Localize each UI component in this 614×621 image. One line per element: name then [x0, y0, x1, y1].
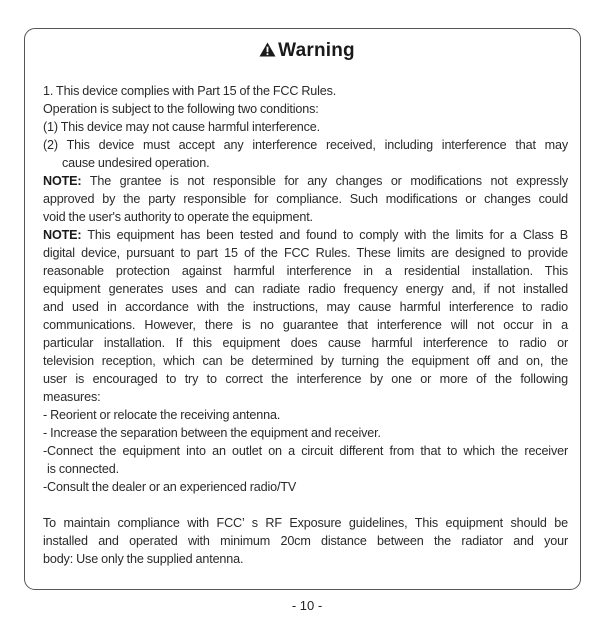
condition-2: (2) This device must accept any interference received, including interference that may	[43, 138, 568, 152]
note-1-line: void the user's authority to operate the equipment.	[43, 210, 313, 224]
condition-2-continued: cause undesired operation.	[62, 156, 210, 170]
rf-exposure-line: installed and operated with minimum 20cm distance between the radiator and your	[43, 534, 568, 548]
note-2-line: particular installation. If this equipment does cause harmful interference to radio or	[43, 336, 568, 350]
warning-triangle-icon	[259, 40, 276, 64]
note-2-line: and used in accordance with the instructions, may cause harmful interference to radio	[43, 300, 568, 314]
note-1-line	[43, 172, 568, 190]
note-label: NOTE:	[43, 174, 82, 188]
measure-item: -Connect the equipment into an outlet on a circuit different from that to which the receiver	[43, 444, 568, 458]
note-2-line: equipment generates uses and can radiate radio frequency energy and, if not installed	[43, 282, 568, 296]
note-2-line: user is encouraged to try to correct the interference by one or more of the following	[43, 372, 568, 386]
condition-1: (1) This device may not cause harmful interference.	[43, 120, 321, 134]
note-2-line: digital device, pursuant to part 15 of the FCC Rules. These limits are designed to provide	[43, 246, 568, 260]
note-2-text: This equipment has been tested and found to comply with the limits for a Class B	[81, 228, 568, 242]
note-label: NOTE:	[43, 228, 82, 242]
warning-heading	[0, 39, 614, 64]
rf-exposure-line: To maintain compliance with FCC’ s RF Exposure guidelines, This equipment should be	[43, 516, 568, 530]
note-2-line: television reception, which can be determined by turning the equipment off and on, the	[43, 354, 568, 368]
note-2-line	[43, 226, 568, 244]
note-2-line: communications. However, there is no guarantee that interference will not occur in a	[43, 318, 568, 332]
fcc-compliance-line: 1. This device complies with Part 15 of the FCC Rules.	[43, 84, 337, 98]
note-1-line: approved by the party responsible for compliance. Such modifications or changes could	[43, 192, 568, 206]
spacer	[43, 496, 568, 514]
note-2-line: reasonable protection against harmful interference in a residential installation. This	[43, 264, 568, 278]
note-2-line: measures:	[43, 390, 101, 404]
note-1-text: The grantee is not responsible for any changes or modifications not expressly	[81, 174, 568, 188]
rf-exposure-line: body: Use only the supplied antenna.	[43, 552, 244, 566]
warning-title-text: Warning	[278, 40, 355, 61]
conditions-intro: Operation is subject to the following two conditions:	[43, 102, 319, 116]
measure-item-continued: is connected.	[47, 462, 119, 476]
page-number: - 10 -	[291, 598, 323, 613]
measure-item: -Consult the dealer or an experienced radio/TV	[43, 480, 297, 494]
fcc-statement	[43, 82, 568, 568]
measure-item: - Reorient or relocate the receiving antenna.	[43, 408, 281, 422]
measure-item: - Increase the separation between the equipment and receiver.	[43, 426, 381, 440]
